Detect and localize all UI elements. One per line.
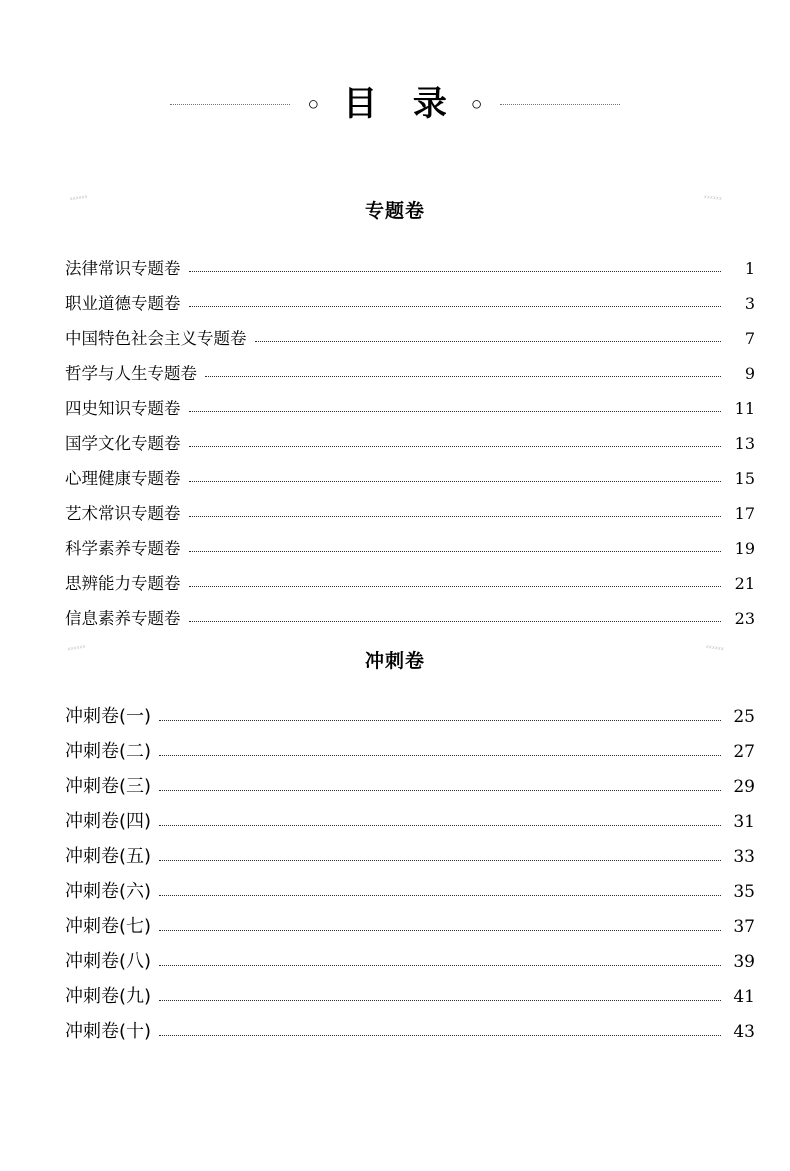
leader-dots (159, 789, 721, 791)
toc-entry-label: 法律常识专题卷 (65, 258, 181, 278)
toc-entry-label: 心理健康专题卷 (65, 468, 181, 488)
circle-ornament-right: ○ (470, 94, 483, 116)
toc-entry-label: 冲刺卷(十) (65, 1021, 152, 1042)
toc-entry-label: 国学文化专题卷 (65, 433, 181, 453)
leader-dots (189, 515, 722, 517)
toc-entry[interactable] (65, 280, 755, 315)
toc-entry-label: 冲刺卷(六) (65, 881, 152, 902)
toc-entry-page: 27 (733, 742, 755, 762)
toc-entry[interactable] (65, 595, 755, 630)
toc-entry[interactable] (65, 455, 755, 490)
toc-entry-label: 艺术常识专题卷 (65, 503, 181, 523)
toc-entry-label: 中国特色社会主义专题卷 (65, 328, 247, 348)
toc-entry[interactable] (65, 834, 755, 869)
leader-dots (159, 719, 721, 721)
leader-dots (159, 859, 721, 861)
leader-dots (189, 270, 722, 272)
circle-ornament-left: ○ (307, 94, 320, 116)
toc-entry-page: 43 (733, 1022, 755, 1042)
toc-entry-page: 25 (733, 707, 755, 727)
leader-dots (189, 585, 722, 587)
toc-entry-label: 冲刺卷(七) (65, 916, 152, 937)
leader-dots (159, 964, 721, 966)
toc-entry[interactable] (65, 1009, 755, 1044)
toc-entry[interactable] (65, 525, 755, 560)
leader-dots (189, 410, 722, 412)
leader-dots (159, 754, 721, 756)
toc-entry-page: 11 (734, 399, 755, 418)
toc-entry[interactable] (65, 560, 755, 595)
toc-entry[interactable] (65, 869, 755, 904)
toc-entry-page: 7 (744, 329, 755, 348)
toc-entry-label: 科学素养专题卷 (65, 538, 181, 558)
toc-entry-label: 职业道德专题卷 (65, 293, 181, 313)
toc-entry-label: 冲刺卷(二) (65, 741, 152, 762)
toc-entry-label: 四史知识专题卷 (65, 398, 181, 418)
leader-dots (189, 305, 722, 307)
title-rule-right (500, 104, 620, 106)
toc-entry-page: 33 (733, 847, 755, 867)
toc-entry-page: 37 (733, 917, 755, 937)
margin-mark-bottom-right: xxxxxx (705, 643, 725, 653)
toc-entry-page: 17 (734, 504, 755, 523)
toc-entry-page: 15 (734, 469, 755, 488)
toc-entry-page: 21 (734, 574, 755, 593)
section-heading-chongci: 冲刺卷 (364, 650, 425, 672)
toc-entry[interactable] (65, 694, 755, 729)
toc-entry-label: 哲学与人生专题卷 (65, 363, 197, 383)
leader-dots (159, 1034, 721, 1036)
toc-entry[interactable] (65, 490, 755, 525)
toc-entry[interactable] (65, 315, 755, 350)
toc-entry-page: 13 (734, 434, 755, 453)
toc-entry-label: 信息素养专题卷 (65, 608, 181, 628)
leader-dots (159, 824, 721, 826)
leader-dots (189, 550, 722, 552)
toc-entry-page: 39 (733, 952, 755, 972)
toc-entry-page: 1 (744, 259, 755, 278)
toc-entry[interactable] (65, 974, 755, 1009)
toc-entry-label: 冲刺卷(五) (65, 846, 152, 867)
leader-dots (159, 999, 721, 1001)
toc-entry-page: 23 (734, 609, 755, 628)
toc-entry-label: 冲刺卷(四) (65, 811, 152, 832)
margin-mark-bottom-left: xxxxxx (67, 643, 87, 653)
toc-entry[interactable] (65, 904, 755, 939)
toc-entry-label: 冲刺卷(八) (65, 951, 152, 972)
toc-entry[interactable] (65, 245, 755, 280)
toc-entry-label: 冲刺卷(一) (65, 706, 152, 727)
toc-entry[interactable] (65, 420, 755, 455)
toc-entry[interactable] (65, 764, 755, 799)
toc-entry-page: 29 (733, 777, 755, 797)
toc-entry-page: 19 (734, 539, 755, 558)
toc-entry[interactable] (65, 729, 755, 764)
leader-dots (159, 929, 721, 931)
leader-dots (205, 375, 721, 377)
leader-dots (189, 445, 722, 447)
toc-entry[interactable] (65, 385, 755, 420)
margin-mark-top-right: xxxxxx (703, 194, 723, 202)
toc-entry[interactable] (65, 350, 755, 385)
margin-mark-top-left: xxxxxx (69, 193, 89, 203)
toc-entry-label: 冲刺卷(三) (65, 776, 152, 797)
toc-entry-page: 3 (744, 294, 755, 313)
toc-entry-list-chongci (65, 694, 755, 1044)
toc-entry-label: 冲刺卷(九) (65, 986, 152, 1007)
leader-dots (189, 620, 722, 622)
toc-entry[interactable] (65, 799, 755, 834)
toc-entry-page: 31 (733, 812, 755, 832)
toc-entry-page: 9 (744, 364, 755, 383)
section-heading-zhuanti: 专题卷 (364, 200, 425, 222)
toc-entry-list-zhuanti (65, 245, 755, 630)
leader-dots (159, 894, 721, 896)
page-title-row (0, 86, 790, 123)
toc-entry-page: 41 (733, 987, 755, 1007)
leader-dots (255, 340, 722, 342)
toc-entry-page: 35 (733, 882, 755, 902)
toc-entry-label: 思辨能力专题卷 (65, 573, 181, 593)
toc-entry[interactable] (65, 939, 755, 974)
page-title: 目 录 (343, 84, 459, 124)
title-rule-left (170, 104, 290, 106)
leader-dots (189, 480, 722, 482)
